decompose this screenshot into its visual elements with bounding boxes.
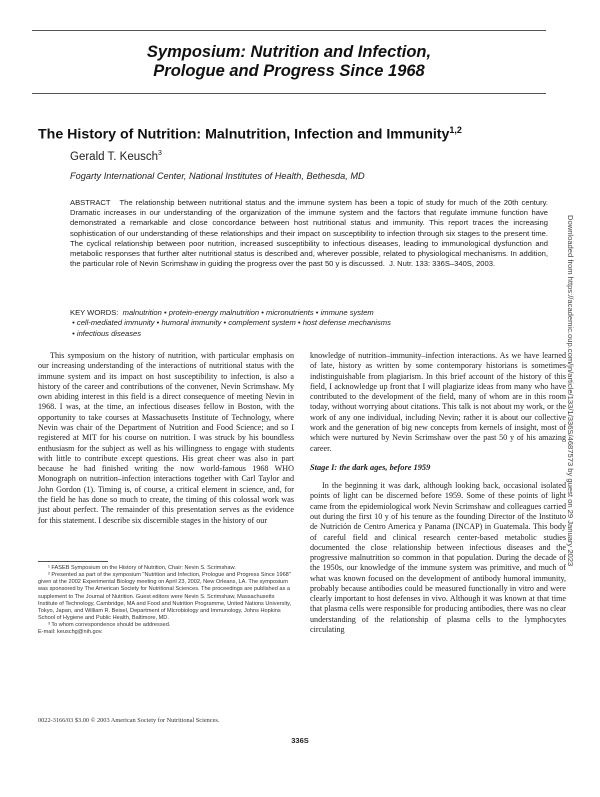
keyword: host defense mechanisms [302,318,391,328]
abstract-citation: J. Nutr. 133: 336S–340S, 2003. [389,259,496,269]
body-paragraph: This symposium on the history of nutrition, with particular emphasis on our increasing understanding of the interactions of nutritional status with the immune system and its impact on host susceptibility to infection, is also a history of the career and contributions of the convener, Nevin Scrimshaw. My own abiding interest in this field is a direct consequence of meeting Nevin in 1968. I was, at the time, an infectious diseases fellow in Boston, with the opportunity to take courses at Massachusetts Institute of Technology, where Nevin was chair of the Department of Nutrition and Food Science; and so I registered at MIT for his course on nutrition. I was struck by his boundless enthusiasm for the subject as well as his willingness to engage with students with little to contribute except questions. His great cheer was also in part because he had finished writing the now world-famous 1968 WHO Monograph on nutrition–infection interactions together with Carl Taylor and John Gordon (1). Timing is, of course, a critical element in science, and, for the field he has done so much to create, the timing of this colossal work was just about perfect. The remainder of this presentation serves as the evidence for this statement. I describe six discernible stages in the history of our [38,351,294,525]
body-column-left [38,351,294,526]
author-name: Gerald T. Keusch [70,150,159,163]
keyword: infectious diseases [76,328,142,338]
keyword: micronutrients [266,308,314,317]
correspondence-email: E-mail: keuschg@nih.gov. [38,629,103,636]
keyword: immune system [320,308,374,317]
abstract-label: ABSTRACT [70,198,111,207]
author-footnote-ref: 3 [158,150,162,157]
footnote-1: ¹ FASEB Symposium on the History of Nutrition, Chair: Nevin S. Scrimshaw. [48,565,236,571]
section-heading: Stage I: the dark ages, before 1959 [310,462,431,472]
title-footnote-ref: 1,2 [449,125,462,135]
keyword: malnutrition [122,308,162,317]
footnote-divider [38,561,108,562]
keyword: humoral immunity [161,318,222,328]
article-title [38,125,558,143]
symposium-banner [32,30,546,94]
title-text: The History of Nutrition: Malnutrition, Infection and Immunity [38,126,450,143]
keyword: cell-mediated immunity [76,318,155,328]
abstract [70,198,548,269]
keyword: protein-energy malnutrition [168,308,260,317]
footnote-3: ³ To whom correspondence should be addressed. [48,622,171,629]
banner-line-1: Symposium: Nutrition and Infection, [146,43,432,61]
page-number: 336S [291,736,309,745]
author [70,150,162,163]
keywords: KEY WORDS: malnutrition • protein-energy malnutrition • micronutrients • immune system • cell-mediated immunity • humoral immunity • complement system • host defense mechanisms • infectious diseases [70,308,391,338]
banner-line-2: Prologue and Progress Since 1968 [153,62,425,80]
footnote-2: ² Presented as part of the symposium "Nutrition and Infection, Prologue and Progress Since 1968" given at the 2002 Experimental Biology meeting on April 23, 2002, New Orleans, LA. The symposium was sponsored by The American Society for Nutritional Sciences. The proceedings are published as a supplement to The Journal of Nutrition. Guest editors were Nevin S. Scrimshaw, Massachusetts Institute of Technology, Cambridge, MA and Food and Nutrition Programme, United Nations University, Tokyo, Japan, and William R. Beisel, Department of Microbiology and Immunology, Johns Hopkins School of Hygiene and Public Health, Baltimore, MD. [38,572,292,622]
abstract-text: The relationship between nutritional status and the immune system has been a topic of study for much of the 20th century. Dramatic increases in our understanding of the organization of the immune system and the factors that regulate immune function have demonstrated a remarkable and close concordance between host nutritional status and immunity. This report traces the increasing sophistication of our understanding of these relationships and their impact on susceptibility to infection through six stages to the present time. The cyclical relationship between poor nutrition, increased susceptibility to infectious diseases, leading to immunological dysfunction and metabolic responses that further alter nutritional status is described and, wherever possible, related to physiological mechanisms. In addition, the particular role of Nevin Scrimshaw in guiding the progress over the past 50 y is discussed. [70,198,548,269]
keywords-label: KEY WORDS: [70,308,119,317]
keyword: complement system [228,318,296,328]
body-paragraph: In the beginning it was dark, although looking back, occasional isolated points of light can be discerned before 1959. Some of these points of light came from the epidemiological work Nevin Scrimshaw and colleagues carried out during the first 10 y of his tenure as the founding Director of the Instituto de Nutrición de Centro America y Panama (INCAP) in Guatemala. This body of careful field and clinical research center-based metabolic studies documented the close relationship between infectious diseases and the progressive malnutrition so common in that population. During the decade of the 1950s, our knowledge of the immune system was primitive, and much of what was known focused on the development of antibody humoral immunity, probably because antibodies could be measured functionally in vitro and were clearly important to host defenses in vivo. Although it was known at that time that plasma cells were responsible for producing antibodies, there was no clear understanding of the relationship of plasma cells to the lymphocytes circulating [310,481,566,635]
download-watermark: Downloaded from https://academic.oup.com/jn/article/133/1/336S/4687573 by guest on 29 January 2023 [566,215,575,567]
affiliation: Fogarty International Center, National Institutes of Health, Bethesda, MD [70,171,365,181]
copyright-line: 0022-3166/03 $3.00 © 2003 American Society for Nutritional Sciences. [38,717,220,724]
body-column-right [310,351,566,635]
body-paragraph: knowledge of nutrition–immunity–infection interactions. As we have learned of late, history as written by some contemporary historians is sometimes indistinguishable from plagiarism. In this brief account of the history of this field, I acknowledge up front that I will plagiarize ideas from many who have contributed to the development of the field, many of whom are in this room today, without worrying about citations. This talk is not about my work, or the work of any one individual, including Nevin; rather it is about our collective work and the generation of big new concepts from kernels of insight, most of which were nurtured by Nevin Scrimshaw over the past 50 y of his amazing career. [310,351,566,453]
footnotes [38,565,294,637]
